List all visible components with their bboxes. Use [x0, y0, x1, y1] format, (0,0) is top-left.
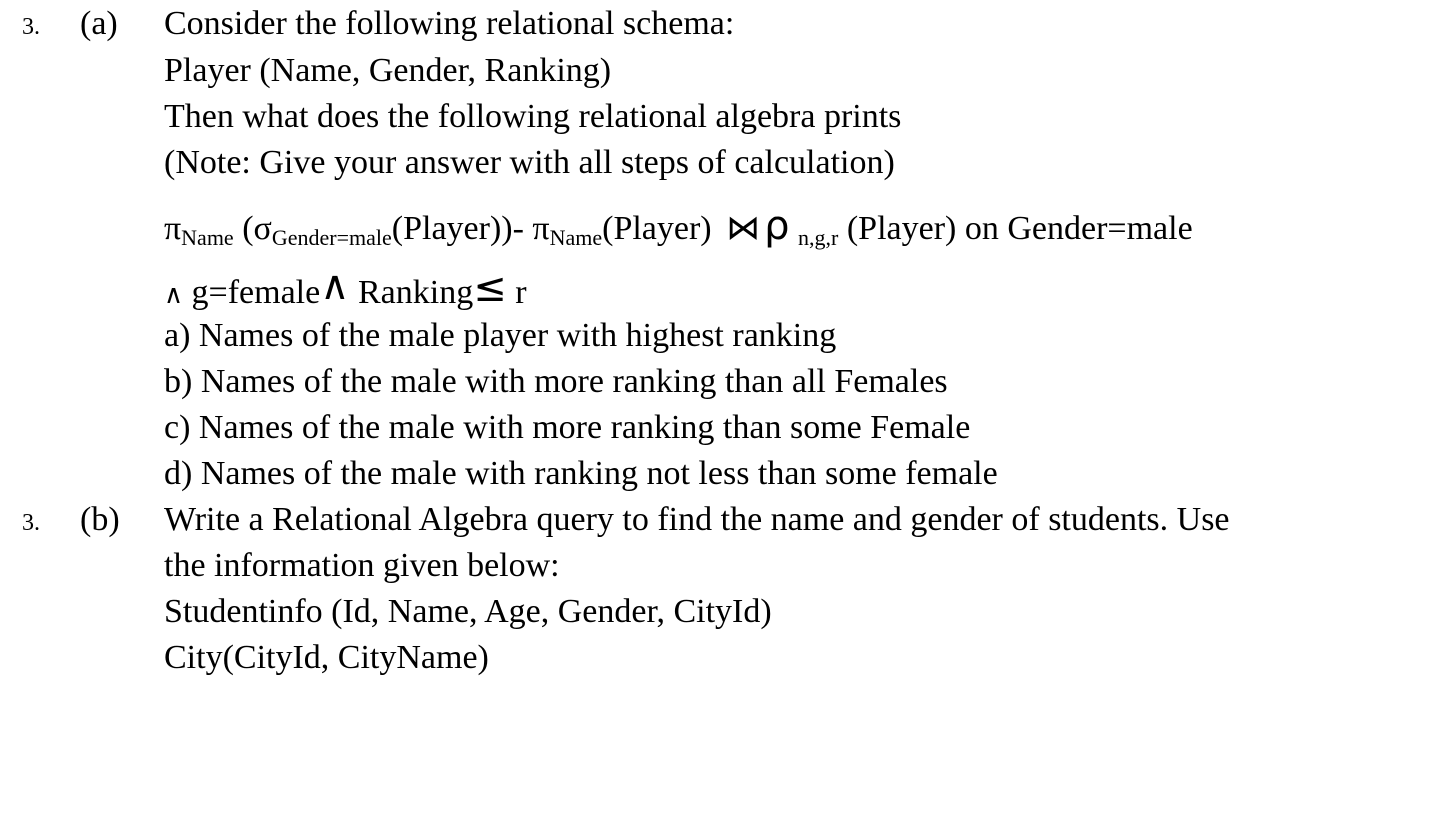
formula-text: (Player))- [391, 210, 533, 247]
city-schema-line: City(CityId, CityName) [164, 639, 489, 676]
join-symbol: ⋈ [726, 208, 761, 248]
option-a: a) Names of the male player with highest ranking [164, 317, 837, 354]
pi-subscript: Name [181, 225, 234, 250]
note-line: (Note: Give your answer with all steps of calculation) [164, 144, 895, 181]
formula-text: g=female [183, 274, 321, 311]
query-task-line: Write a Relational Algebra query to find the name and gender of students. Use [164, 501, 1230, 538]
info-intro-line: the information given below: [164, 547, 560, 584]
rho-symbol: ρ [764, 203, 790, 249]
option-b: b) Names of the male with more ranking than all Females [164, 363, 948, 400]
question-number-b: 3. [22, 510, 40, 536]
sigma-subscript: Gender=male [271, 225, 392, 250]
formula-text: (Player) on Gender=male [838, 210, 1193, 247]
and-symbol: ∧ [164, 280, 184, 310]
formula-text: Ranking [349, 274, 474, 311]
studentinfo-schema-line: Studentinfo (Id, Name, Age, Gender, CityId) [164, 593, 772, 630]
relational-algebra-formula [164, 203, 1193, 252]
formula-text: r [506, 274, 527, 311]
pi-subscript: Name [549, 225, 603, 250]
rho-subscript: n,g,r [798, 225, 839, 250]
join-condition-line [164, 263, 527, 315]
option-c: c) Names of the male with more ranking than some Female [164, 409, 971, 446]
and-symbol: ∧ [320, 263, 350, 309]
question-part-label-a: (a) [80, 5, 118, 42]
schema-intro-line: Consider the following relational schema: [164, 5, 735, 42]
question-number-a: 3. [22, 14, 40, 40]
sigma-symbol: σ [253, 210, 272, 247]
option-d: d) Names of the male with ranking not less than some female [164, 455, 998, 492]
pi-symbol: π [532, 210, 550, 247]
player-schema-line: Player (Name, Gender, Ranking) [164, 52, 612, 89]
pi-symbol: π [164, 210, 182, 247]
formula-text: (Player) [602, 210, 721, 247]
question-part-label-b: (b) [80, 501, 120, 538]
question-prompt-line: Then what does the following relational algebra prints [164, 98, 902, 135]
less-equal-symbol: ≤ [473, 265, 507, 311]
formula-text: ( [233, 210, 254, 247]
